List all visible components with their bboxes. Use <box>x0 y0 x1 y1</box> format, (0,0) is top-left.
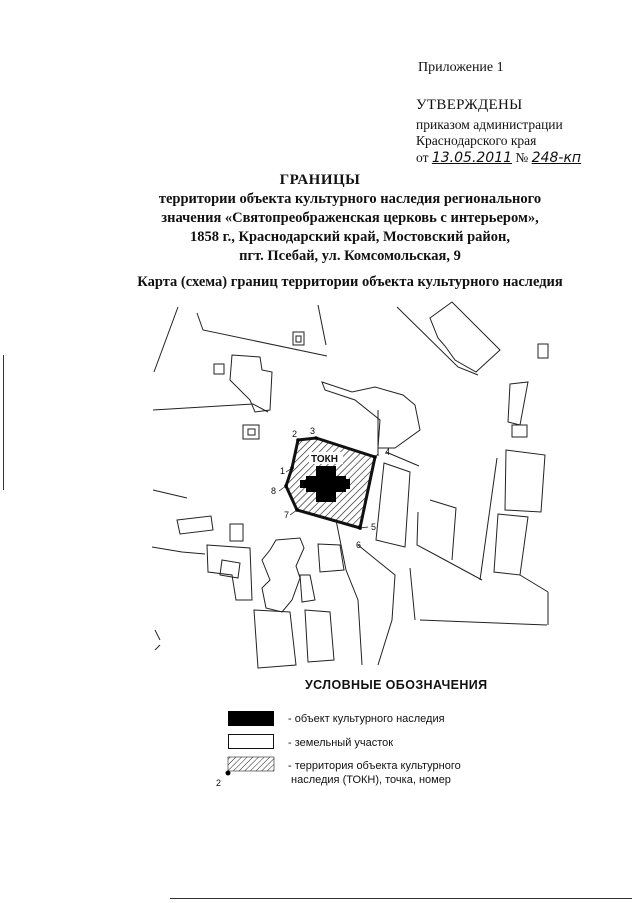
land-plot <box>494 514 528 575</box>
subtitle-line: территории объекта культурного наследия регионального <box>158 191 542 207</box>
street-line <box>197 313 327 356</box>
number-value: 248-кп <box>531 150 582 166</box>
small-plot <box>243 425 259 439</box>
building-outline <box>254 610 296 668</box>
tick-mark <box>155 645 160 650</box>
approval-date-line <box>416 150 581 166</box>
small-plot <box>512 425 527 437</box>
point-label: 8 <box>271 486 277 496</box>
street-line <box>153 490 187 498</box>
legend-title: УСЛОВНЫЕ ОБОЗНАЧЕНИЯ <box>305 678 488 692</box>
building-outline <box>230 355 272 412</box>
land-plot <box>318 544 344 572</box>
bottom-rule <box>170 898 632 899</box>
date-prefix: от <box>416 150 429 165</box>
street-line <box>420 620 547 625</box>
land-plot <box>177 516 213 534</box>
point-label: 4 <box>385 447 391 457</box>
land-plot <box>305 610 334 662</box>
point-label: 6 <box>356 540 362 550</box>
land-plot <box>505 450 545 512</box>
legend-swatch-land-plot <box>228 734 274 749</box>
tick-mark <box>155 630 160 640</box>
land-plot <box>300 575 315 602</box>
point-label: 1 <box>280 466 286 476</box>
approved-line-2: Краснодарского края <box>416 133 537 148</box>
plot-line <box>386 452 419 466</box>
legend-text-tokn-line1: - территория объекта культурного <box>288 760 461 772</box>
appendix-label: Приложение 1 <box>418 60 504 75</box>
boundary-point <box>314 436 318 440</box>
small-plot <box>538 344 548 358</box>
point-label: 2 <box>292 429 298 439</box>
tokn-label: ТОКН <box>311 454 338 465</box>
street-line <box>152 547 205 554</box>
small-plot-inner <box>248 429 255 435</box>
land-plot <box>322 382 420 448</box>
legend-point-number: 2 <box>216 778 222 788</box>
street-line <box>520 575 548 592</box>
subtitle-line: 1858 г., Краснодарский край, Мостовский район, <box>190 229 510 245</box>
point-label: 7 <box>284 510 290 520</box>
building-outline <box>430 302 500 372</box>
small-plot <box>293 332 304 345</box>
point-label: 3 <box>310 426 316 436</box>
document-subtitle <box>100 190 600 266</box>
approved-line-1: приказом администрации <box>416 117 563 132</box>
street-line <box>417 512 482 580</box>
land-plot <box>220 560 240 578</box>
street-line <box>318 305 326 345</box>
small-plot <box>230 524 243 541</box>
street-line <box>410 568 415 620</box>
street-line <box>153 404 268 412</box>
street-line <box>358 545 395 665</box>
point-label: 5 <box>371 522 377 532</box>
land-plot <box>508 382 528 425</box>
number-prefix: № <box>515 150 529 165</box>
land-plot <box>376 463 410 547</box>
legend-text-land-plot: - земельный участок <box>288 737 394 749</box>
boundary-map <box>0 290 640 670</box>
small-plot-inner <box>296 336 301 342</box>
street-line <box>154 307 178 372</box>
date-value: 13.05.2011 <box>431 150 513 166</box>
building-outline <box>262 538 304 612</box>
map-title: Карта (схема) границ территории объекта культурного наследия <box>137 274 563 290</box>
approved-title: УТВЕРЖДЕНЫ <box>416 97 523 113</box>
legend-swatch-heritage <box>228 711 274 726</box>
subtitle-line: значения «Святопреображенская церковь с интерьером», <box>161 210 539 226</box>
subtitle-line: пгт. Псебай, ул. Комсомольская, 9 <box>239 248 461 264</box>
legend-swatch-tokn <box>214 756 276 790</box>
legend-text-heritage: - объект культурного наследия <box>288 713 445 725</box>
document-title: ГРАНИЦЫ <box>279 172 361 188</box>
legend-text-tokn-line2: наследия (ТОКН), точка, номер <box>291 774 451 786</box>
plot-line <box>430 500 456 560</box>
land-plot <box>207 545 252 600</box>
legend-text-tokn <box>288 759 461 787</box>
small-plot <box>214 364 224 374</box>
street-line <box>397 307 478 375</box>
